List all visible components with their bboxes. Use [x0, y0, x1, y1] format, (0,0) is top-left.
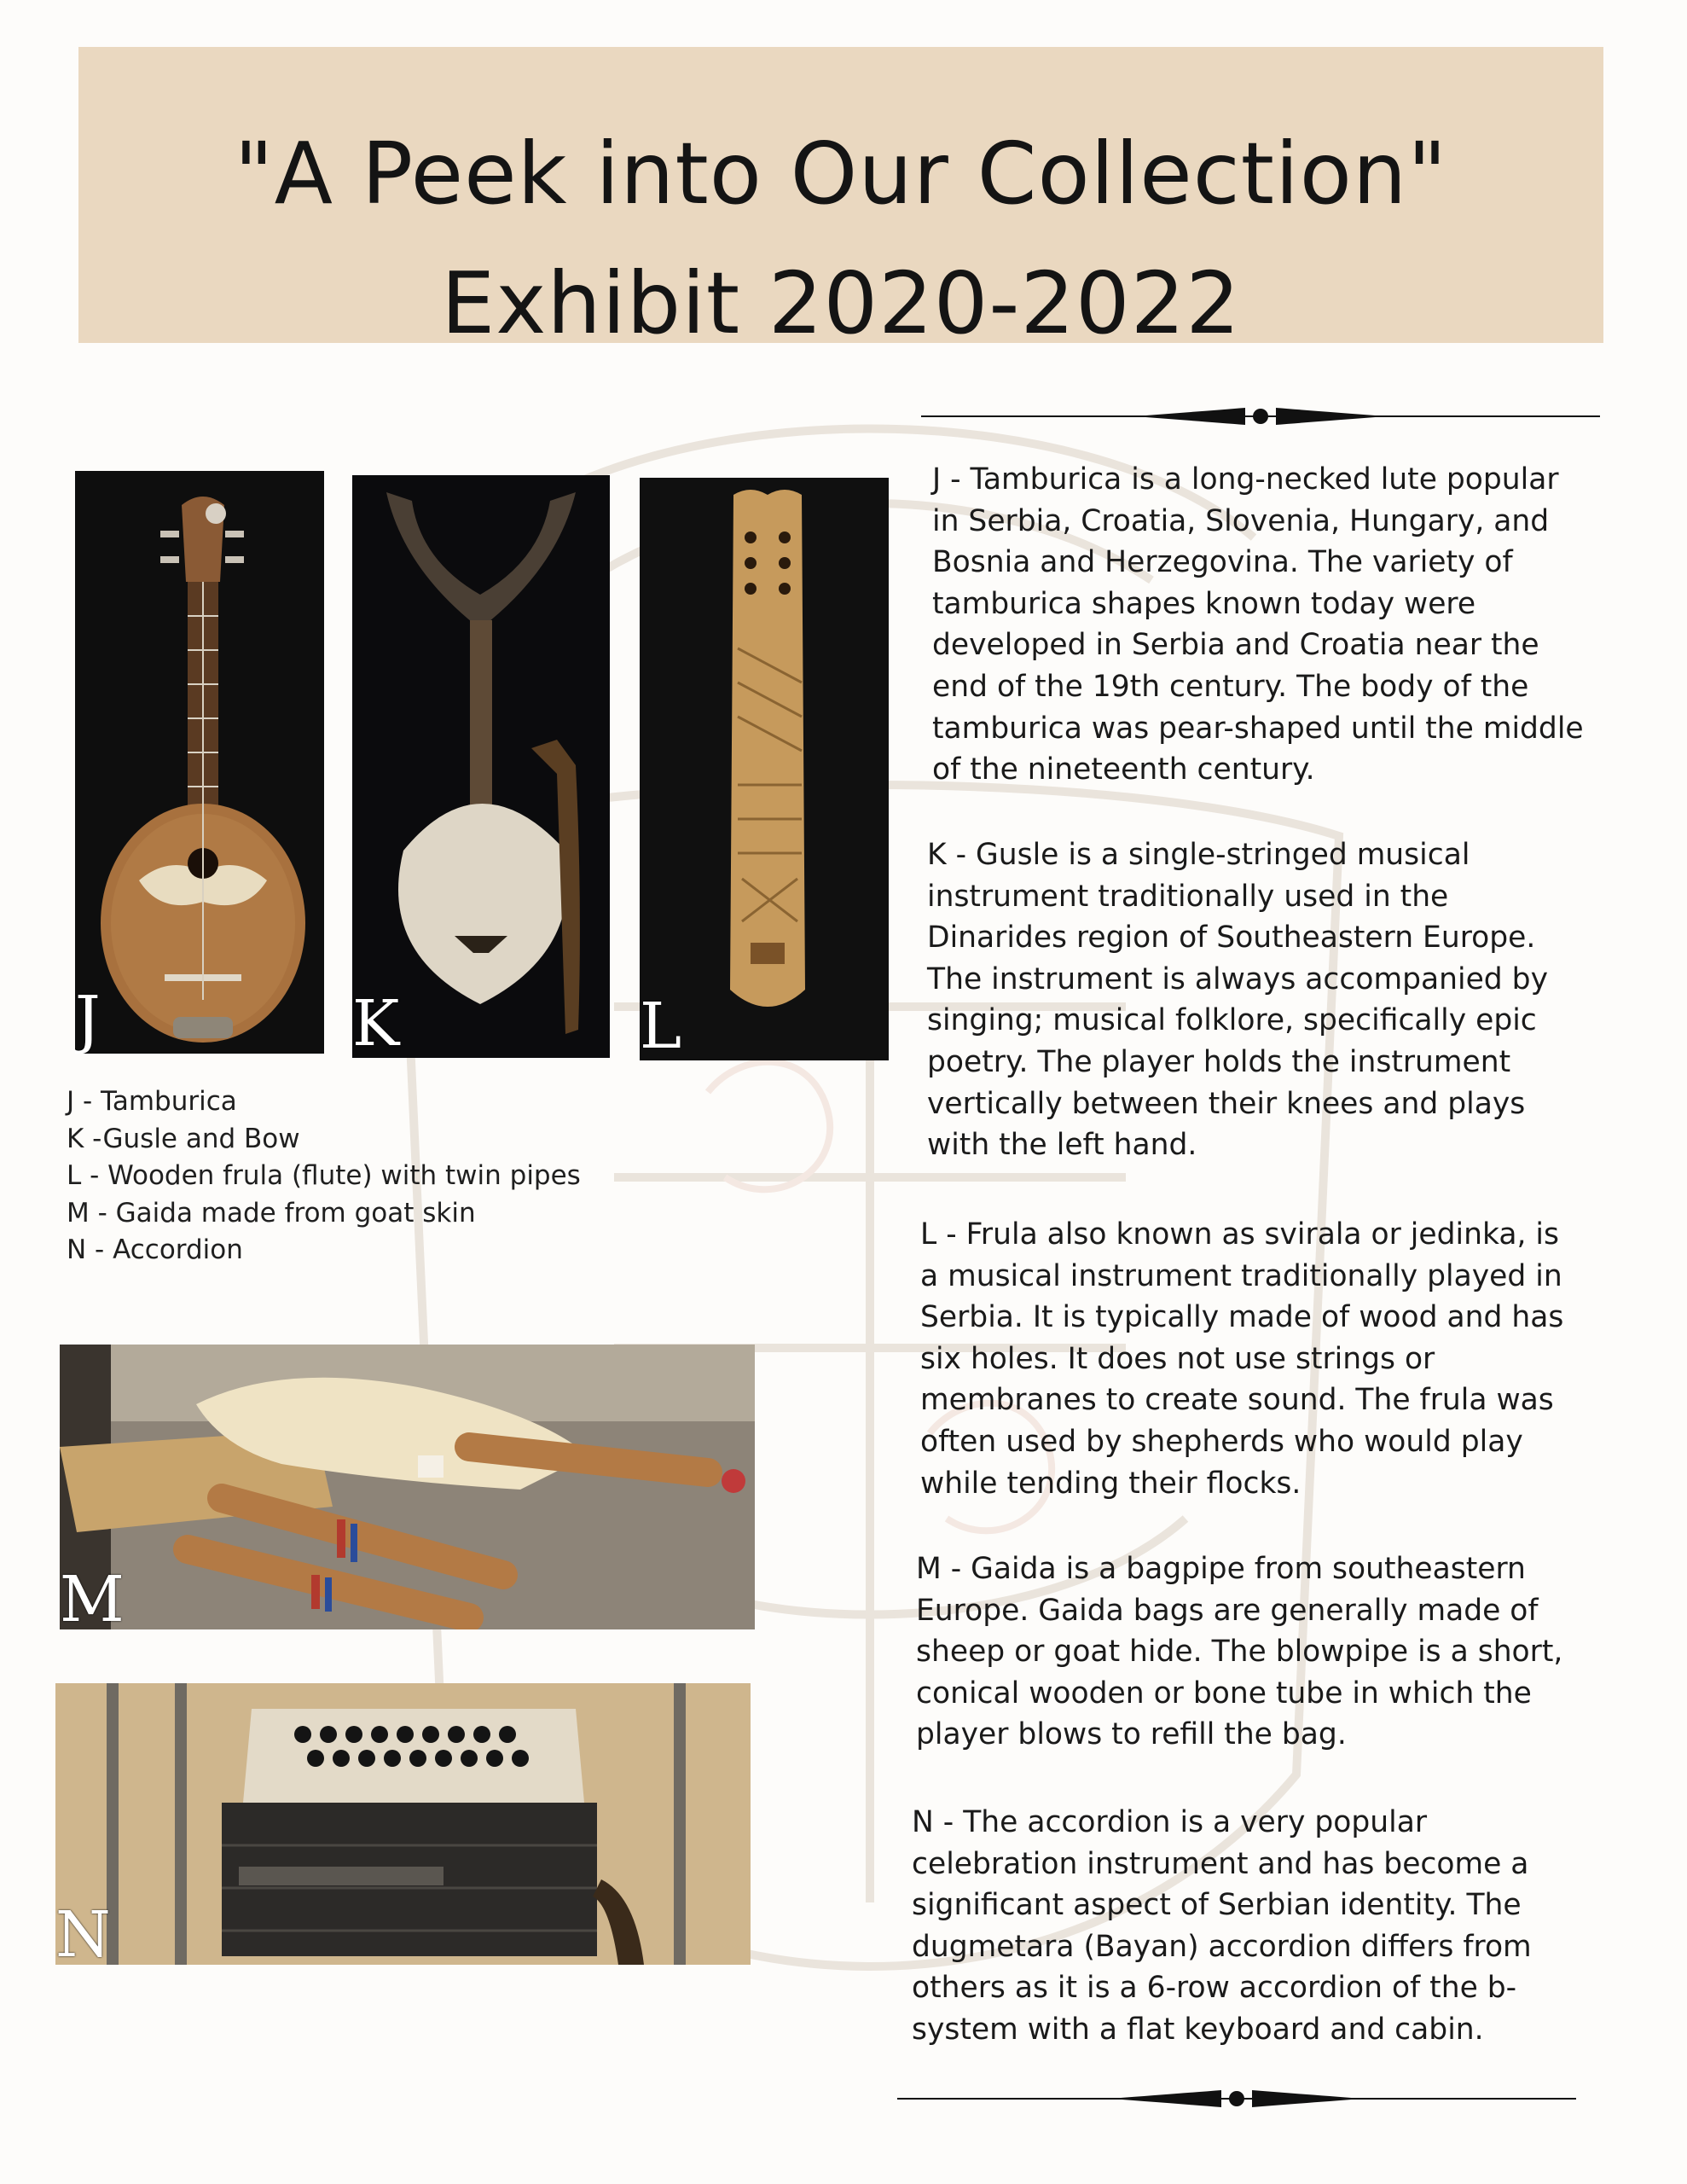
paragraph-line: L - Frula also known as svirala or jedinka, is	[920, 1217, 1559, 1252]
caption-n: N - Accordion	[67, 1234, 243, 1265]
paragraph-line: six holes. It does not use strings or	[920, 1341, 1435, 1376]
paragraph-line: vertically between their knees and plays	[927, 1086, 1526, 1121]
paragraph-line: Bosnia and Herzegovina. The variety of	[932, 545, 1513, 580]
paragraph-line: system with a flat keyboard and cabin.	[912, 2012, 1484, 2047]
caption-m: M - Gaida made from goat skin	[67, 1197, 476, 1228]
page-subtitle: Exhibit 2020-2022	[441, 253, 1241, 353]
paragraph-line: others as it is a 6-row accordion of the b-	[912, 1971, 1517, 2006]
photo-letter-m: M	[60, 1563, 125, 1629]
photo-tamburica	[75, 471, 324, 1054]
photo-letter-l: L	[640, 990, 682, 1060]
paragraph-line: developed in Serbia and Croatia near the	[932, 628, 1539, 663]
paragraph-line: The instrument is always accompanied by	[927, 961, 1548, 996]
paragraph-line: J - Tamburica is a long-necked lute popular	[932, 462, 1559, 497]
paragraph-line: significant aspect of Serbian identity. The	[912, 1888, 1522, 1923]
paragraph-line: a musical instrument traditionally played in	[920, 1258, 1562, 1293]
paragraph-line: instrument traditionally used in the	[927, 879, 1449, 914]
paragraph-line: sheep or goat hide. The blowpipe is a short,	[916, 1635, 1563, 1670]
paragraph-line: tamburica was pear-shaped until the middle	[932, 711, 1584, 746]
caption-list	[67, 1083, 621, 1269]
photo-letter-j: J	[75, 983, 101, 1054]
paragraph-line: with the left hand.	[927, 1128, 1197, 1163]
paragraph-line: K - Gusle is a single-stringed musical	[927, 838, 1470, 872]
photo-gaida	[60, 1345, 755, 1629]
paragraph-line: membranes to create sound. The frula was	[920, 1383, 1554, 1418]
paragraph-line: player blows to refill the bag.	[916, 1717, 1347, 1752]
paragraph-line: celebration instrument and has become a	[912, 1846, 1529, 1881]
paragraph-line: conical wooden or bone tube in which the	[916, 1676, 1532, 1711]
title-banner	[78, 47, 1603, 353]
paragraph-line: while tending their flocks.	[920, 1466, 1301, 1501]
paragraph-line: tamburica shapes known today were	[932, 586, 1476, 621]
paragraph-line: end of the 19th century. The body of the	[932, 669, 1529, 704]
paragraph-gusle	[927, 834, 1548, 1166]
caption-l: L - Wooden frula (flute) with twin pipes	[67, 1160, 581, 1191]
paragraph-accordion	[912, 1802, 1532, 2051]
paragraph-line: dugmetara (Bayan) accordion differs from	[912, 1929, 1532, 1964]
photo-letter-n: N	[55, 1898, 111, 1965]
ornamental-divider-top	[921, 401, 1600, 432]
photo-letter-k: K	[352, 987, 400, 1058]
paragraph-tamburica	[932, 459, 1584, 791]
paragraph-gaida	[916, 1548, 1562, 1756]
photo-accordion	[55, 1683, 751, 1965]
photo-frula	[640, 478, 889, 1060]
photo-gusle-and-bow	[352, 475, 610, 1058]
paragraph-line: poetry. The player holds the instrument	[927, 1044, 1511, 1079]
paragraph-line: of the nineteenth century.	[932, 752, 1315, 787]
ornamental-divider-bottom	[897, 2083, 1576, 2114]
page-title: "A Peek into Our Collection"	[234, 124, 1448, 224]
paragraph-line: often used by shepherds who would play	[920, 1424, 1523, 1459]
paragraph-line: Dinarides region of Southeastern Europe.	[927, 921, 1536, 956]
paragraph-line: in Serbia, Croatia, Slovenia, Hungary, and	[932, 503, 1550, 538]
paragraph-line: N - The accordion is a very popular	[912, 1805, 1428, 1839]
paragraph-line: M - Gaida is a bagpipe from southeastern	[916, 1552, 1526, 1586]
caption-k: K -Gusle and Bow	[67, 1123, 300, 1154]
paragraph-frula	[920, 1214, 1563, 1504]
paragraph-line: singing; musical folklore, specifically epic	[927, 1003, 1537, 1038]
paragraph-line: Serbia. It is typically made of wood and has	[920, 1300, 1564, 1335]
paragraph-line: Europe. Gaida bags are generally made of	[916, 1593, 1539, 1628]
caption-j: J - Tamburica	[67, 1086, 237, 1117]
